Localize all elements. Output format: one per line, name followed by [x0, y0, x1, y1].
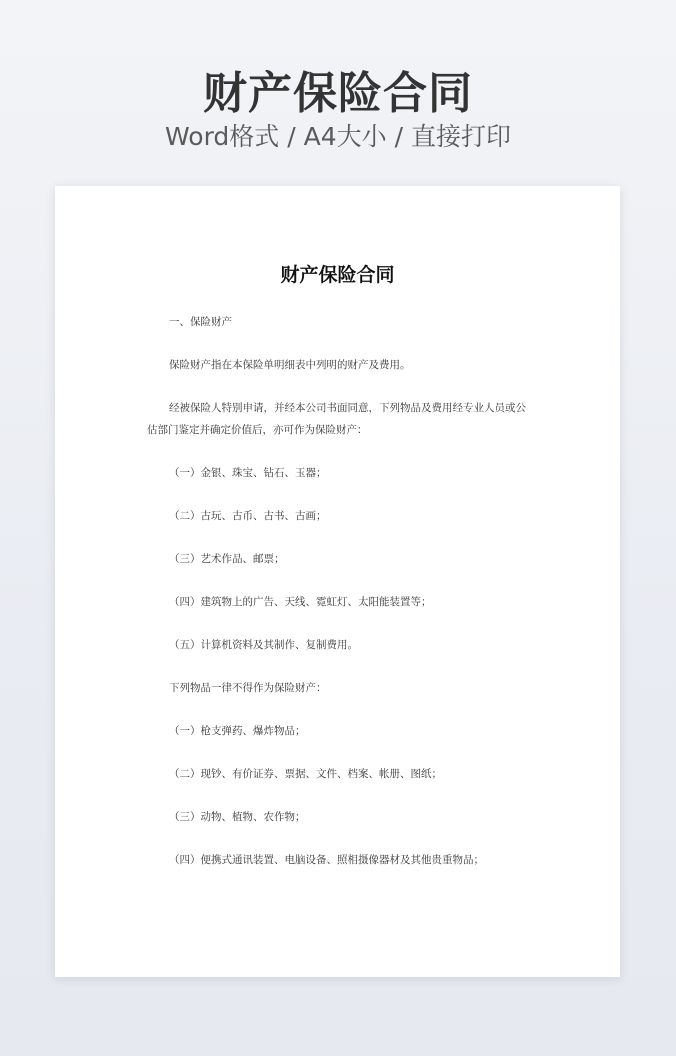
paragraph-scope: 保险财产指在本保险单明细表中列明的财产及费用。 — [169, 359, 411, 371]
paragraph-special-request: 经被保险人特别申请，并经本公司书面同意，下列物品及费用经专业人员或公估部门鉴定并确定价值后，亦可作为保险财产： — [147, 402, 526, 436]
document-title: 财产保险合同 — [280, 264, 395, 286]
list-item: （三）艺术作品、邮票； — [169, 553, 285, 565]
document-page — [55, 186, 620, 977]
list-item: （二）古玩、古币、古书、古画； — [169, 510, 327, 522]
paragraph-exclusions: 下列物品一律不得作为保险财产： — [169, 682, 327, 694]
section-heading: 一、保险财产 — [169, 316, 232, 328]
list-item: （一）枪支弹药、爆炸物品； — [169, 725, 306, 737]
list-item: （二）现钞、有价证券、票据、文件、档案、帐册、图纸； — [169, 768, 442, 780]
list-item: （五）计算机资料及其制作、复制费用。 — [169, 639, 358, 651]
banner-title: 财产保险合同 — [203, 68, 473, 119]
list-item: （三）动物、植物、农作物； — [169, 811, 306, 823]
banner-subtitle: Word格式 / A4大小 / 直接打印 — [165, 122, 511, 151]
list-item: （四）建筑物上的广告、天线、霓虹灯、太阳能装置等； — [169, 596, 432, 608]
list-item: （一）金银、珠宝、钻石、玉器； — [169, 467, 327, 479]
list-item: （四）便携式通讯装置、电脑设备、照相摄像器材及其他贵重物品； — [169, 854, 484, 866]
